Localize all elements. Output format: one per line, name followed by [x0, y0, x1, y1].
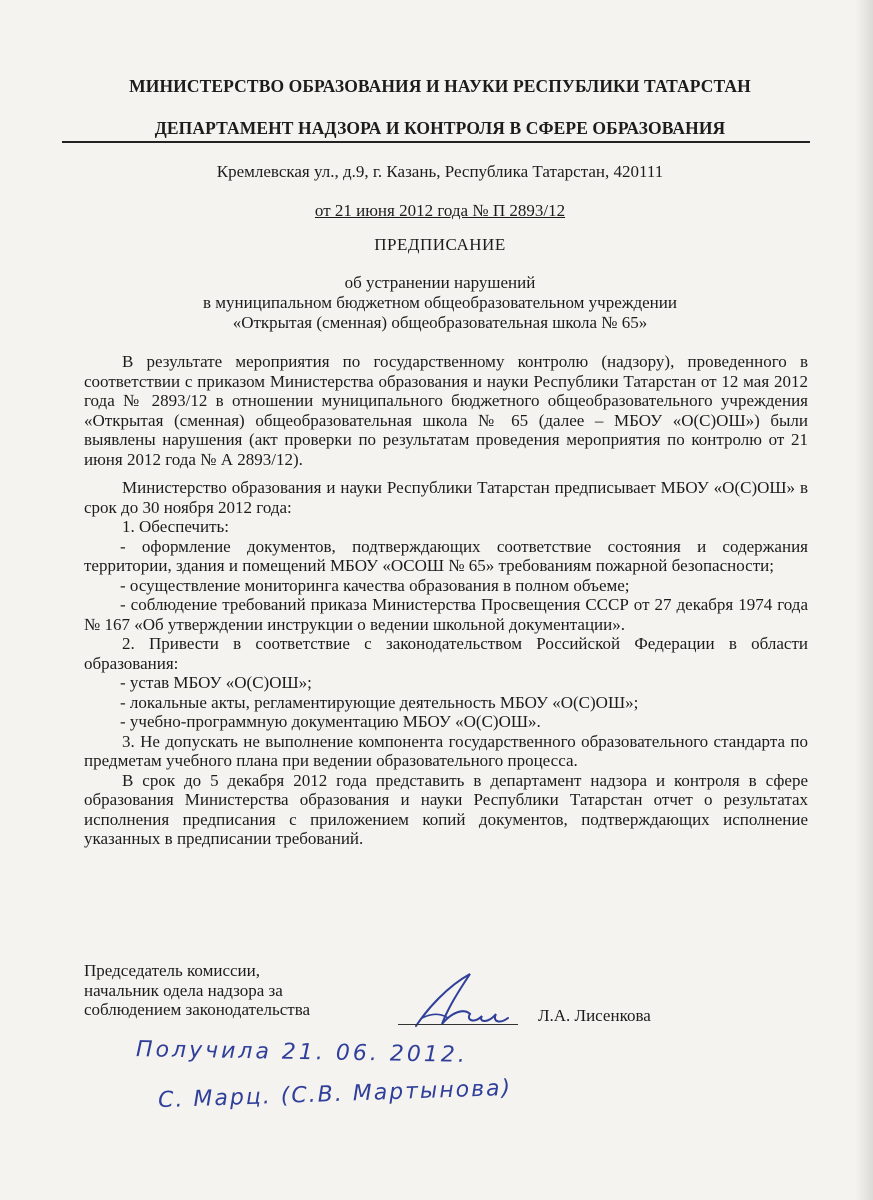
subtitle-line: в муниципальном бюджетном общеобразовательном учреждении — [203, 293, 677, 312]
department-header: ДЕПАРТАМЕНТ НАДЗОРА И КОНТРОЛЯ В СФЕРЕ ОБРАЗОВАНИЯ — [154, 118, 726, 138]
scan-edge-shadow — [855, 0, 873, 1200]
item-2-point: - устав МБОУ «О(С)ОШ»; — [120, 673, 312, 692]
item-1-point: - осуществление мониторинга качества образования в полном объеме; — [120, 575, 630, 595]
ministry-header: МИНИСТЕРСТВО ОБРАЗОВАНИЯ И НАУКИ РЕСПУБЛИКИ ТАТАРСТАН — [129, 76, 751, 96]
header-rule — [62, 141, 810, 143]
intro-paragraph: В результате мероприятия по государственному контролю (надзору), проведенного в соответствии с приказом Министерства образования и науки Республики Татарстан от 12 мая 2012 года № 2893/12 в отношении муниципального бюджетного общеобразовательного учреждения «Открытая (сменная) общеобразовательная школа № 65 (далее – МБОУ «О(С)ОШ») были выявлены нарушения (акт проверки по результатам проведения мероприятия по контролю от 21 июня 2012 года № А 2893/12). — [84, 352, 808, 469]
item-2-title: 2. Привести в соответствие с законодательством Российской Федерации в области образования: — [84, 634, 808, 673]
signature-line — [398, 1024, 518, 1025]
item-2-point: - локальные акты, регламентирующие деятельность МБОУ «О(С)ОШ»; — [120, 692, 639, 712]
item-3: 3. Не допускать не выполнение компонента государственного образовательного стандарта по предметам учебного плана при ведении образовательного процесса. — [84, 731, 808, 770]
item-1-point: - оформление документов, подтверждающих соответствие состояния и содержания территории, здания и помещений МБОУ «ОСОШ № 65» требованиям пожарной безопасности; — [84, 536, 808, 575]
order-number — [60, 201, 820, 221]
item-1-point: - соблюдение требований приказа Министерства Просвещения СССР от 27 декабря 1974 года № 167 «Об утверждении инструкции о ведении школьной документации». — [84, 595, 808, 634]
prescription-paragraph: Министерство образования и науки Республики Татарстан предписывает МБОУ «О(С)ОШ» в срок до 30 ноября 2012 года: — [84, 478, 808, 517]
handwritten-recipient-note: С. Марц. (С.В. Мартынова) — [157, 1075, 513, 1114]
subtitle-line: об устранении нарушений — [344, 273, 536, 292]
item-2-point: - учебно-программную документацию МБОУ «О(С)ОШ». — [120, 712, 541, 731]
signatory-position — [84, 961, 310, 1020]
document-body — [84, 352, 808, 849]
subtitle-line: «Открытая (сменная) общеобразовательная школа № 65» — [232, 313, 648, 332]
position-line: соблюдением законодательства — [84, 1000, 311, 1019]
signatory-name: Л.А. Лисенкова — [538, 1006, 651, 1025]
document-title: ПРЕДПИСАНИЕ — [374, 235, 506, 254]
position-line: начальник одела надзора за — [84, 980, 283, 1000]
document-subtitle — [60, 273, 820, 333]
deadline-paragraph: В срок до 5 декабря 2012 года представить в департамент надзора и контроля в сфере образования Министерства образования и науки Республики Татарстан отчет о результатах исполнения предписания с приложением копий документов, подтверждающих исполнение указанных в предписании требований. — [84, 770, 808, 848]
handwritten-signature — [408, 968, 518, 1032]
item-1-title: 1. Обеспечить: — [122, 517, 229, 536]
position-line: Председатель комиссии, — [84, 961, 261, 980]
order-number-text: от 21 июня 2012 года № П 2893/12 — [314, 201, 566, 220]
handwritten-received-note: Получила 21. 06. 2012. — [135, 1037, 469, 1068]
address: Кремлевская ул., д.9, г. Казань, Республика Татарстан, 420111 — [216, 162, 664, 181]
